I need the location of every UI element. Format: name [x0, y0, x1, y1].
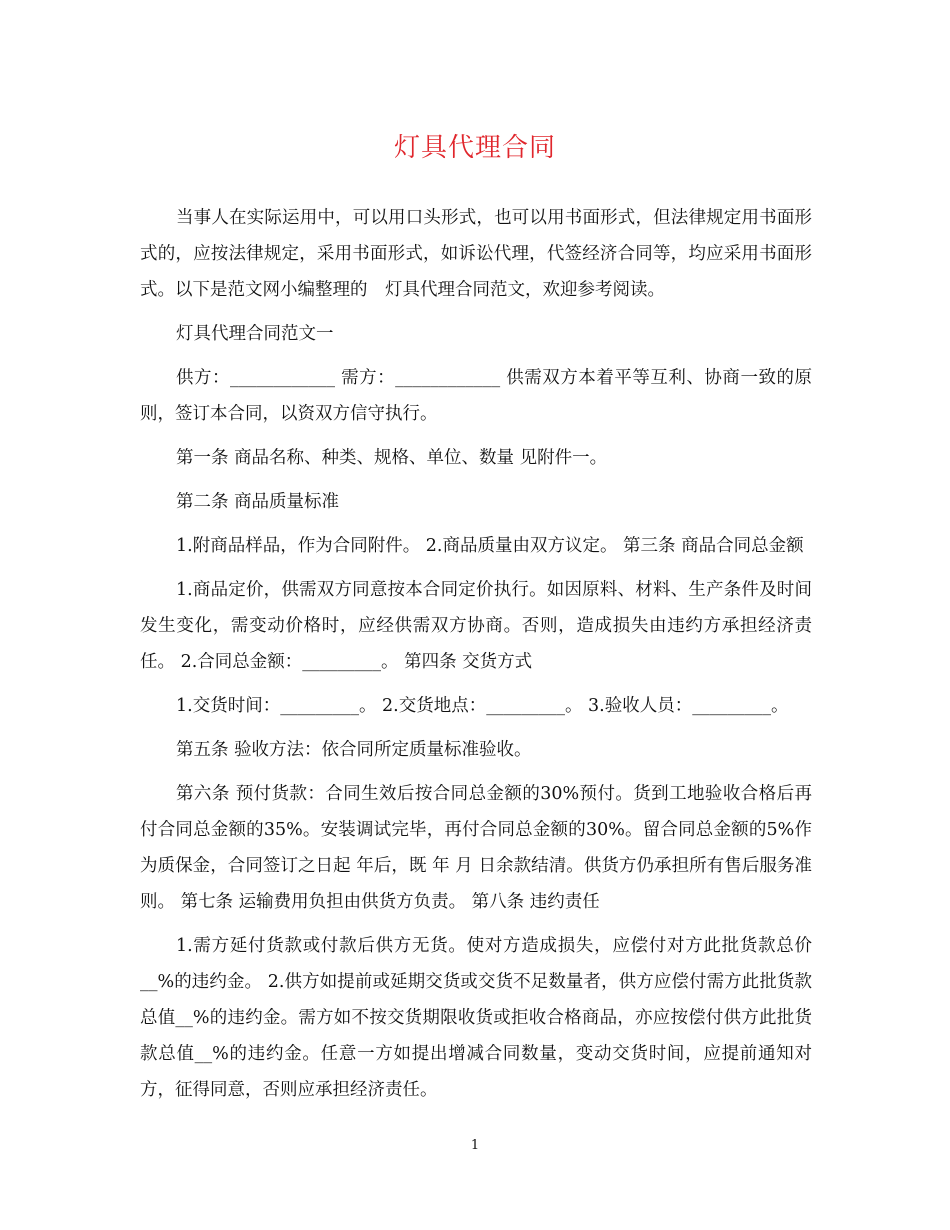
article-2-3-paragraph: 1.附商品样品，作为合同附件。 2.商品质量由双方议定。 第三条 商品合同总金额 — [176, 536, 804, 556]
section-heading-sample-one: 灯具代理合同范文一 — [176, 324, 334, 344]
intro-paragraph: 当事人在实际运用中，可以用口头形式，也可以用书面形式，但法律规定用书面形式的，应按法律规定，采用书面形式，如诉讼代理，代签经济合同等，均应采用书面形式。以下是范文网小编整理的 灯具代理合同范文，欢迎参考阅读。 — [140, 208, 812, 300]
document-body — [140, 200, 812, 1108]
parties-paragraph: 供方：____________ 需方：____________ 供需双方本着平等互利、协商一致的原则，签订本合同，以资双方信守执行。 — [140, 368, 812, 424]
article-2-heading: 第二条 商品质量标准 — [176, 492, 340, 512]
article-5-paragraph: 第五条 验收方法：依合同所定质量标准验收。 — [176, 740, 532, 760]
article-4-delivery-paragraph: 1.交货时间：_________。 2.交货地点：_________。 3.验收人员：_________。 — [176, 696, 789, 716]
page-number: 1 — [470, 1138, 480, 1153]
article-1-paragraph: 第一条 商品名称、种类、规格、单位、数量 见附件一。 — [176, 448, 608, 468]
breach-liability-paragraph: 1.需方延付货款或付款后供方无货。使对方造成损失，应偿付对方此批货款总价__%的违约金。 2.供方如提前或延期交货或交货不足数量者，供方应偿付需方此批货款总值__%的违约金。需方如不按交货期限收货或拒收合格商品，亦应按偿付供方此批货款总值__%的违约金。任意一方如提出增减合同数量，变动交货时间，应提前通知对方，征得同意，否则应承担经济责任。 — [140, 936, 812, 1100]
article-3-4-paragraph: 1.商品定价，供需双方同意按本合同定价执行。如因原料、材料、生产条件及时间发生变化，需变动价格时，应经供需双方协商。否则，造成损失由违约方承担经济责任。 2.合同总金额：_________。 第四条 交货方式 — [140, 580, 812, 672]
article-6-7-8-paragraph: 第六条 预付货款：合同生效后按合同总金额的30%预付。货到工地验收合格后再付合同总金额的35%。安装调试完毕，再付合同总金额的30%。留合同总金额的5%作为质保金，合同签订之日起 年后，既 年 月 日余款结清。供货方仍承担所有售后服务准则。 第七条 运输费用负担由供货方负责。 第八条 违约责任 — [140, 784, 812, 912]
document-title: 灯具代理合同 — [393, 133, 556, 163]
